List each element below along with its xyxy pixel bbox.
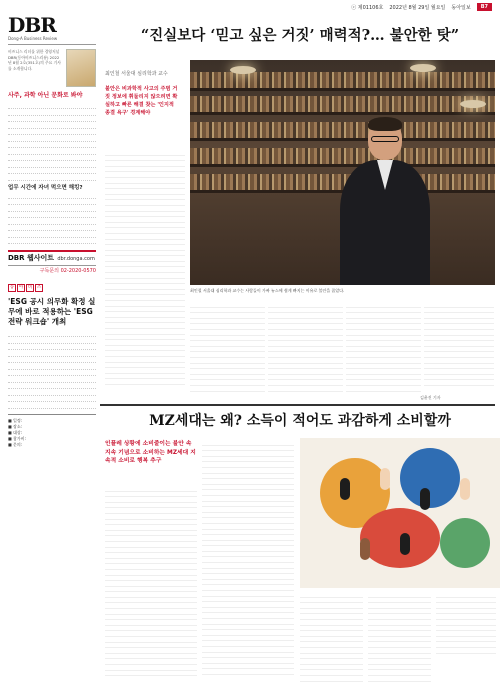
sidebar-headline: 사주, 과학 아닌 문화로 봐야 (8, 92, 83, 99)
article1-headline: “진실보다 ‘믿고 싶은 거짓’ 매력적?… 불안한 탓” (140, 27, 460, 44)
article2-body-col3 (300, 592, 363, 682)
article2-body-col2 (202, 440, 294, 675)
newspaper-name: 동아일보 (451, 4, 471, 11)
page-number: B7 (477, 3, 492, 11)
page-header (0, 0, 500, 14)
article1-body-col2 (190, 302, 265, 392)
article2-body-col5 (436, 592, 496, 654)
dbr-sidebar (8, 14, 96, 684)
dbr-subtitle: Dong-A Business Review (8, 36, 96, 45)
subscribe-phone: 구독문의 02-2020-0570 (39, 268, 96, 274)
article2-lead: 인플레 상황에 소비줄이는 불안 속 지속 기념으로 소비하는 MZ세대 지속적 소비로 행복 추구 (105, 441, 196, 464)
dbr-logo: DBR (8, 13, 56, 37)
article1-body-col3 (268, 302, 343, 392)
website-title: DBR 웹사이트 (8, 254, 55, 262)
sidebar-text-block-2 (8, 193, 96, 245)
article2-body-col1 (105, 486, 197, 676)
dbr-website-box (8, 250, 96, 266)
hbr-text-block (8, 331, 96, 409)
article2-headline: MZ세대는 왜? 소득이 적어도 과감하게 소비할까 (149, 413, 451, 429)
article1-lead: 불안은 비과학적 사고의 주범 거짓 정보에 휘둘리지 않으려면 확실하고 빠른 해결 찾는 '인지적 종결 욕구' 경계해야 (105, 86, 178, 116)
website-url[interactable]: dbr.donga.com (57, 256, 95, 262)
article1-photo (190, 60, 495, 285)
article1-credit: 김윤진 기자 (420, 395, 441, 400)
interviewee-figure (340, 120, 430, 285)
article1-author: 최인철 서울대 심리학과 교수 (105, 71, 168, 77)
hbr-headline: 'ESG 공시 의무화 확정 실무에 바로 적용하는 'ESG 전략 워크숍' 개최 (8, 297, 96, 326)
sidebar-text-block (8, 103, 96, 181)
magazine-cover-image (66, 49, 96, 87)
article1-body-col4 (346, 302, 421, 392)
event-info-box: ■ 일정: ■ 장소: ■ 대상: ■ 참가비: ■ 문의: (8, 414, 96, 448)
article1-body-col5 (424, 302, 494, 386)
article2-illustration (300, 438, 500, 588)
dbr-intro: 비즈니스 리더를 위한 경영저널 DBR(동아비즈니스리뷰) 2022년 8월 2호(351호)의 주요 기사를 소개합니다. (8, 49, 61, 71)
article2-body-col4 (368, 592, 431, 682)
issue-number: ⓒ 제01106호 (351, 4, 384, 11)
section-divider (100, 404, 495, 406)
sidebar-section2-title: 업무 시간에 자녀 먹으면 해킹? (8, 184, 83, 191)
header-date: 2022년 8월 29일 월요일 (389, 4, 446, 11)
article1-body-col1 (105, 150, 185, 385)
hbr-section-tag: 동 아 비 즈 (9, 285, 42, 290)
photo-caption: 최인철 서울대 심리학과 교수는 사람들이 가짜 뉴스에 쉽게 빠지는 이유로 불안을 꼽았다. (190, 288, 345, 293)
